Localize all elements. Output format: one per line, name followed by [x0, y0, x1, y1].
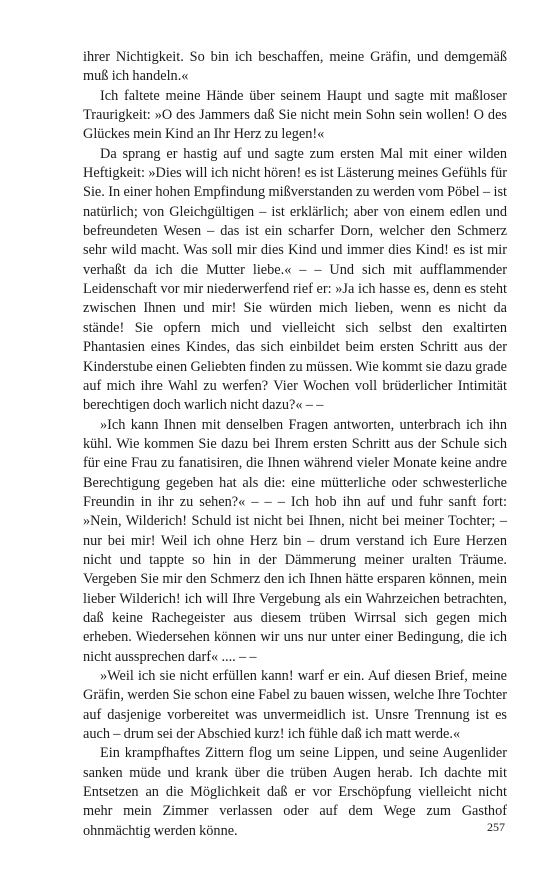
paragraph-continuation: ihrer Nichtigkeit. So bin ich beschaffen, meine Gräfin, und demgemäß muß ich handeln.«	[83, 49, 507, 85]
paragraph: Ein krampfhaftes Zittern flog um seine Lippen, und seine Augenlider sanken müde und krank über die trüben Augen herab. Ich dachte mit Entsetzen an die Möglichkeit daß er vor Erschöpfung vielleicht nicht mehr mein Zimmer verlassen oder auf dem Wege zum Gasthof ohnmächtig werden könne.	[83, 745, 507, 839]
paragraph: »Weil ich sie nicht erfüllen kann! warf er ein. Auf diesen Brief, meine Gräfin, werden Sie schon eine Fabel zu bauen wissen, welche Ihre Tochter auf dasjenige vorbereitet was unvermeidlich ist. Unsre Trennung ist es auch – drum sei der Abschied kurz! ich fühle daß ich matt werde.«	[83, 668, 507, 743]
paragraph: Da sprang er hastig auf und sagte zum ersten Mal mit einer wilden Heftigkeit: »Dies will ich nicht hören! es ist Lästerung meines Gefühls für Sie. In einer hohen Empfindung mißverstanden zu werden vom Pöbel – ist natürlich; von Gleichgültigen – ist erklärlich; aber von einem edlen und befreundeten Wesen – das ist ein scharfer Dorn, welcher den Schmerz sehr wild macht. Was soll mir dies Kind und immer dies Kind! es ist mir verhaßt da ich die Mutter liebe.« – – Und sich mit aufflammender Leidenschaft vor mir niederwerfend rief er: »Ja ich hasse es, denn es steht zwischen Ihnen und mir! Sie würden mich lieben, wenn es nicht da stände! Sie opfern mich und vielleicht sich selbst den exaltirten Phantasien eines Kindes, das sich einbildet beim ersten Schritt aus der Kinderstube einen Geliebten finden zu müssen. Wie kommt sie dazu grade auf mich ihre Wahl zu werfen? Vier Wochen voll brüderlicher Intimität berechtigen doch warlich nicht dazu?« – –	[83, 145, 507, 414]
page-body	[83, 48, 507, 841]
paragraph: »Ich kann Ihnen mit denselben Fragen antworten, unterbrach ich ihn kühl. Wie kommen Sie dazu bei Ihrem ersten Schritt aus der Schule sich für eine Frau zu fanatisiren, die Ihnen während vieler Monate keine andre Berechtigung gegeben hat als die: eine mütterliche oder schwesterliche Freundin in ihr zu sehen?« – – – Ich hob ihn auf und fuhr sanft fort: »Nein, Wilderich! Schuld ist nicht bei Ihnen, nicht bei meiner Tochter; – nur bei mir! Weil ich ohne Herz bin – drum verstand ich Eure Herzen nicht und tappte so hin in der Dämmerung meiner uralten Träume. Vergeben Sie mir den Schmerz den ich Ihnen hätte ersparen können, mein lieber Wilderich! ich will Ihre Vergebung als ein Wahrzeichen betrachten, daß keine Rachegeister aus diesem trüben Wirrsal sich gegen mich erheben. Wiedersehen können wir uns nur unter einer Bedingung, die ich nicht aussprechen darf« .... – –	[83, 416, 507, 665]
page-number: 257	[487, 820, 505, 834]
paragraph: Ich faltete meine Hände über seinem Haupt und sagte mit maßloser Traurigkeit: »O des Jammers daß Sie nicht mein Sohn sein wollen! O des Glückes mein Kind an Ihr Herz zu legen!«	[83, 87, 507, 143]
